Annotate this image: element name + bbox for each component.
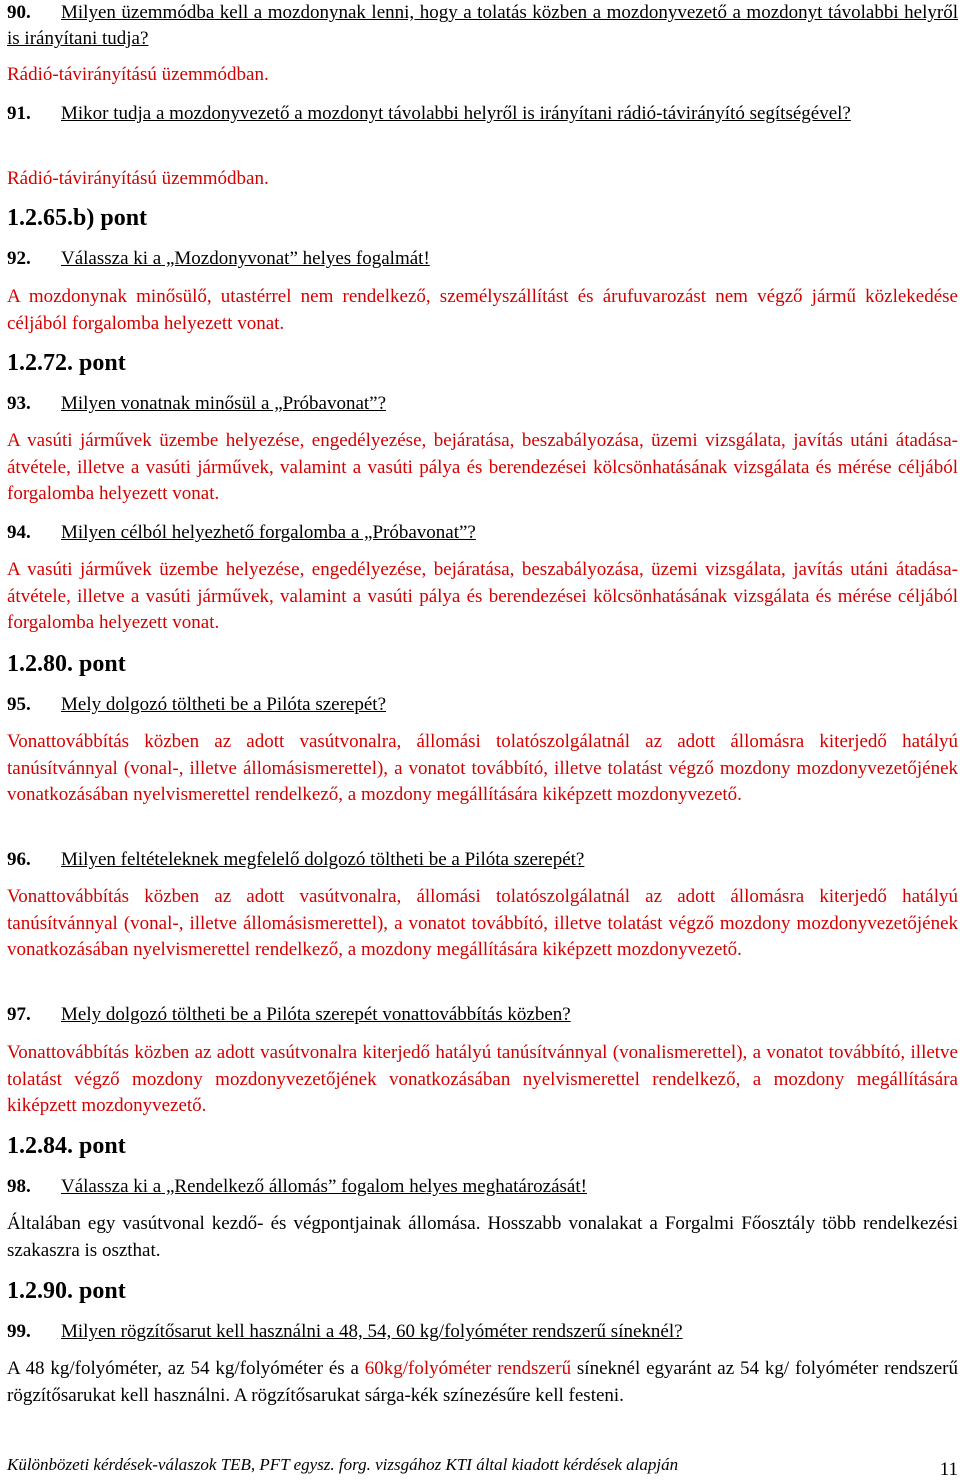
footer-text: Különbözeti kérdések-válaszok TEB, PFT egysz. forg. vizsgához KTI által kiadott kérdések alapján [7,1455,679,1474]
question-97 [7,1002,958,1028]
answer-part: A 48 kg/folyóméter, az 54 kg/folyóméter és a [7,1358,365,1379]
answer-92: A mozdonynak minősülő, utastérrel nem rendelkező, személyszállítást és árufuvarozást nem végző jármű közlekedése céljából forgalomba helyezett vonat. [7,286,958,334]
question-number: 93. [7,393,31,414]
answer-99 [7,1356,958,1409]
question-91 [7,101,958,127]
section-heading: 1.2.80. pont [7,651,126,677]
section-heading: 1.2.72. pont [7,350,126,376]
question-text: Válassza ki a „Rendelkező állomás” fogalom helyes meghatározását! [61,1176,587,1197]
question-text: Milyen feltételeknek megfelelő dolgozó töltheti be a Pilóta szerepét? [61,849,585,870]
question-95 [7,692,958,718]
section-heading: 1.2.84. pont [7,1133,126,1159]
question-text: Milyen vonatnak minősül a „Próbavonat”? [61,393,387,414]
question-number: 96. [7,849,31,870]
answer-98: Általában egy vasútvonal kezdő- és végpontjainak állomása. Hosszabb vonalakat a Forgalmi Főosztály több rendelkezési szakaszra is oszthat. [7,1213,958,1261]
question-text: Válassza ki a „Mozdonyvonat” helyes fogalmát! [61,248,430,269]
question-number: 94. [7,522,31,543]
question-98 [7,1174,958,1200]
answer-97: Vonattovábbítás közben az adott vasútvonalra kiterjedő hatályú tanúsítvánnyal (vonalismerettel), a vonatot továbbító, illetve tolatást végző mozdony mozdonyvezetőjének vonatkozásában nyelvismerettel rendelkező, a mozdony megállítására kiképzett mozdonyvezető. [7,1042,958,1116]
question-92 [7,246,958,272]
question-text: Milyen rögzítősarut kell használni a 48, 54, 60 kg/folyóméter rendszerű síneknél? [61,1321,683,1342]
answer-95: Vonattovábbítás közben az adott vasútvonalra, állomási tolatószolgálatnál az adott állomásra kiterjedő hatályú tanúsítvánnyal (vonal-, illetve állomásismerettel), a vonatot továbbító, illetve tolatást végző mozdony mozdonyvezetőjének vonatkozásában nyelvismerettel rendelkező, a mozdony megállítására kiképzett mozdonyvezető. [7,731,958,805]
question-94 [7,520,958,546]
question-number: 98. [7,1176,31,1197]
question-number: 91. [7,103,31,124]
question-text: Mely dolgozó töltheti be a Pilóta szerepét? [61,694,387,715]
section-heading: 1.2.90. pont [7,1278,126,1304]
question-text: Mikor tudja a mozdonyvezető a mozdonyt távolabbi helyről is irányítani rádió-távirányító segítségével? [61,103,851,124]
page-number: 11 [939,1459,958,1480]
page-footer [7,1455,958,1479]
question-number: 99. [7,1321,31,1342]
question-96 [7,847,958,873]
question-number: 90. [7,2,31,23]
answer-94: A vasúti járművek üzembe helyezése, engedélyezése, bejáratása, beszabályozása, üzemi vizsgálata, javítás utáni átadása-átvétele, illetve a vasúti járművek, valamint a vasúti pálya és berendezései kölcsönhatásának vizsgálata és mérése céljából forgalomba helyezett vonat. [7,559,958,633]
question-number: 97. [7,1004,31,1025]
answer-93: A vasúti járművek üzembe helyezése, engedélyezése, bejáratása, beszabályozása, üzemi vizsgálata, javítás utáni átadása-átvétele, illetve a vasúti járművek, valamint a vasúti pálya és berendezései kölcsönhatásának vizsgálata és mérése céljából forgalomba helyezett vonat. [7,430,958,504]
section-heading: 1.2.65.b) pont [7,205,148,231]
question-number: 92. [7,248,31,269]
answer-91: Rádió-távirányítású üzemmódban. [7,168,269,189]
question-99 [7,1319,958,1345]
question-93 [7,391,958,417]
question-text: Milyen célból helyezhető forgalomba a „Próbavonat”? [61,522,476,543]
answer-part: síneknél egyaránt az 54 kg/ folyóméter rendszerű rögzítősarukat kell használni. A rögzítősarukat sárga-kék színezésűre kell festeni. [7,1358,959,1406]
question-text: Milyen üzemmódba kell a mozdonynak lenni, hogy a tolatás közben a mozdonyvezető a mozdonyt távolabbi helyről is irányítani tudja? [7,2,958,49]
answer-96: Vonattovábbítás közben az adott vasútvonalra, állomási tolatószolgálatnál az adott állomásra kiterjedő hatályú tanúsítvánnyal (vonal-, illetve állomásismerettel), a vonatot továbbító, illetve tolatást végző mozdony mozdonyvezetőjének vonatkozásában nyelvismerettel rendelkező, a mozdony megállítására kiképzett mozdonyvezető. [7,886,958,960]
answer-90: Rádió-távirányítású üzemmódban. [7,64,269,85]
question-90 [7,0,958,52]
answer-highlight: 60kg/folyóméter rendszerű [364,1358,572,1379]
question-number: 95. [7,694,31,715]
question-text: Mely dolgozó töltheti be a Pilóta szerepét vonattovábbítás közben? [61,1004,571,1025]
